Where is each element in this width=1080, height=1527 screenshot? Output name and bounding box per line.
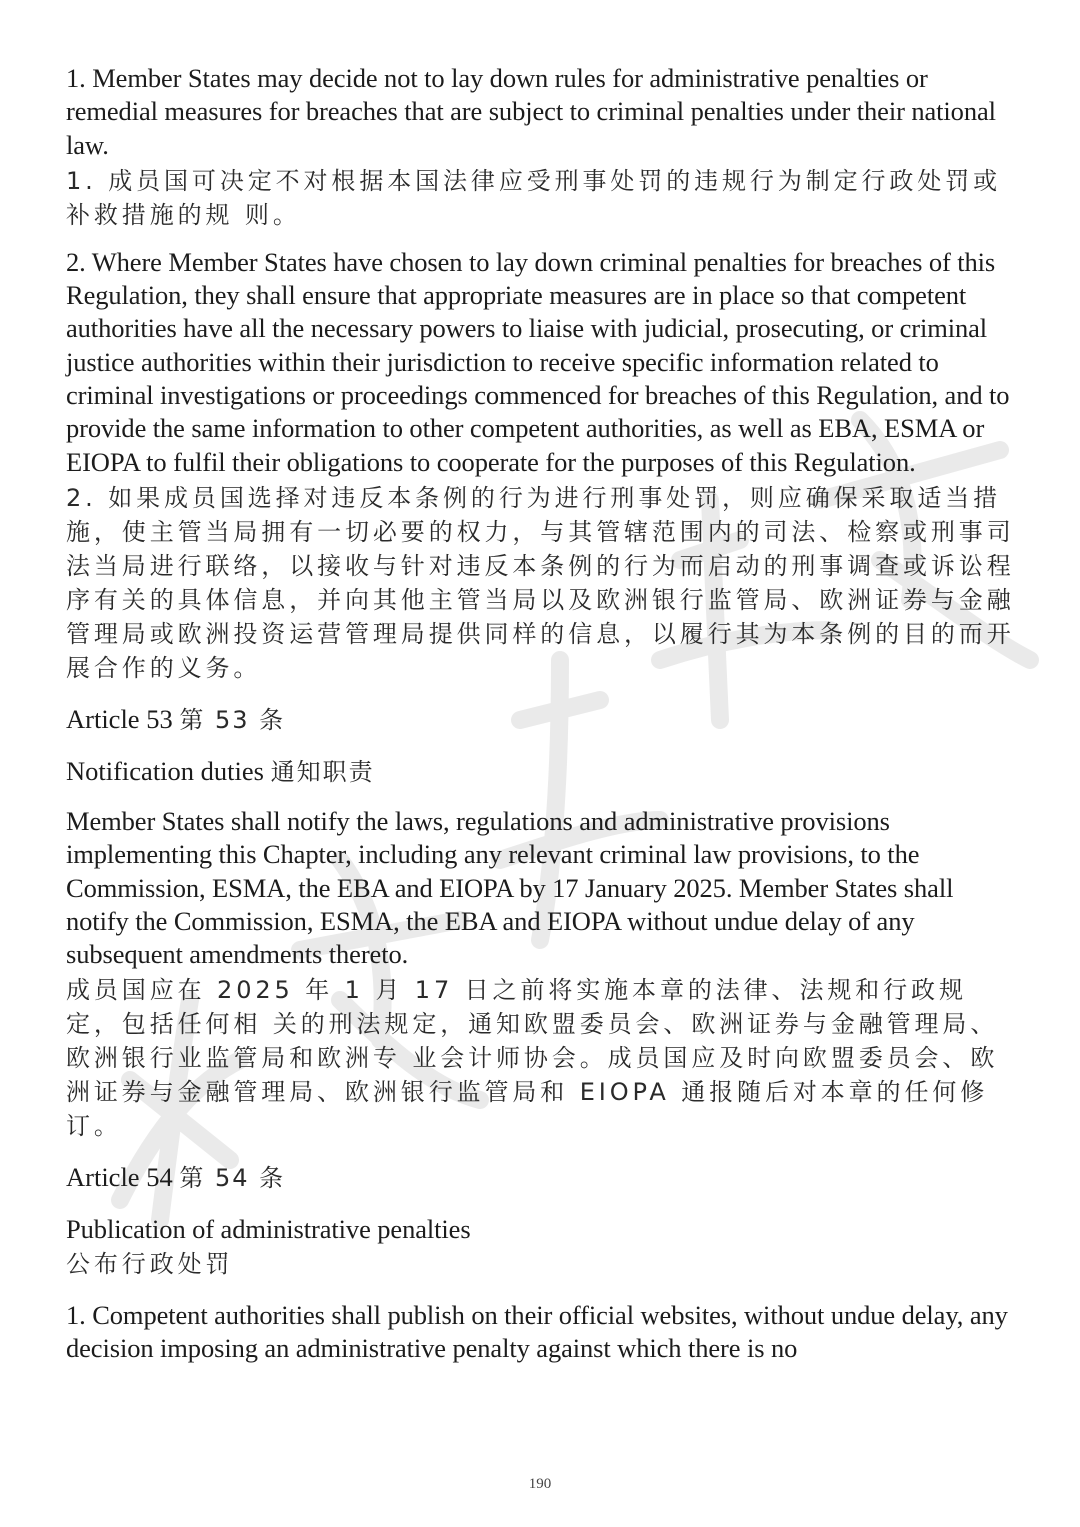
article-54-heading-chinese: 第 54 条 — [179, 1164, 286, 1193]
document-page — [66, 62, 1016, 1365]
article-54-body-english: 1. Competent authorities shall publish on their official websites, without undue delay, any decision imposing an administrative penalty against which there is no — [66, 1299, 1008, 1364]
article-54-heading — [66, 1161, 1016, 1195]
article-53-body-english: Member States shall notify the laws, regulations and administrative provisions implementing this Chapter, including any relevant criminal law provisions, to the Commission, ESMA, the EBA and EIOPA by 17 January 2025. Member States shall notify the Commission, ESMA, the EBA and EIOPA without undue delay of any subsequent amendments thereto. — [66, 805, 954, 970]
paragraph-1-chinese: 1. 成员国可决定不对根据本国法律应受刑事处罚的违规行为制定行政处罚或补救措施的规 则。 — [66, 166, 1002, 229]
paragraph-2-chinese: 2. 如果成员国选择对违反本条例的行为进行刑事处罚，则应确保采取适当措施，使主管当局拥有一切必要的权力，与其管辖范围内的司法、检察或刑事司法当局进行联络，以接收与针对违反本条例的行为而启动的刑事调查或诉讼程序有关的具体信息，并向其他主管当局以及欧洲银行监管局、欧洲证券与金融管理局或欧洲投资运营管理局提供同样的信息，以履行其为本条例的目的而开展合作的义务。 — [66, 483, 1015, 682]
article-54-title-chinese: 公布行政处罚 — [66, 1249, 234, 1278]
article-53-title — [66, 755, 1016, 789]
article-53-heading-english: Article 53 — [66, 703, 173, 734]
page-number: 190 — [528, 1476, 552, 1492]
paragraph-2-english: 2. Where Member States have chosen to lay down criminal penalties for breaches of this Regulation, they shall ensure that appropriate measures are in place so that competent authorities have all the necessary powers to liaise with judicial, prosecuting, or criminal justice authorities within their jurisdiction to receive specific information related to criminal investigations or proceedings commenced for breaches of this Regulation, and to provide the same information to other competent authorities, as well as EBA, ESMA or EIOPA to fulfil their obligations to cooperate for the purposes of this Regulation. — [66, 246, 1010, 477]
article-54-heading-english: Article 54 — [66, 1162, 173, 1193]
article-54-title-english: Publication of administrative penalties — [66, 1214, 471, 1245]
paragraph-1-english: 1. Member States may decide not to lay down rules for administrative penalties or remedial measures for breaches that are subject to criminal penalties under their national law. — [66, 63, 996, 160]
article-53-title-english: Notification duties — [66, 755, 264, 786]
article-53-title-chinese: 通知职责 — [270, 757, 375, 786]
article-53-heading — [66, 703, 1016, 737]
article-53-body-chinese: 成员国应在 2025 年 1 月 17 日之前将实施本章的法律、法规和行政规定，包括任何相 关的刑法规定，通知欧盟委员会、欧洲证券与金融管理局、欧洲银行业监管局和欧洲专 业会计师协会。成员国应及时向欧盟委员会、欧洲证券与金融管理局、欧洲银行监管局和 EIOPA 通报随后对本章的任何修订。 — [66, 976, 999, 1141]
article-53-heading-chinese: 第 53 条 — [179, 705, 286, 734]
